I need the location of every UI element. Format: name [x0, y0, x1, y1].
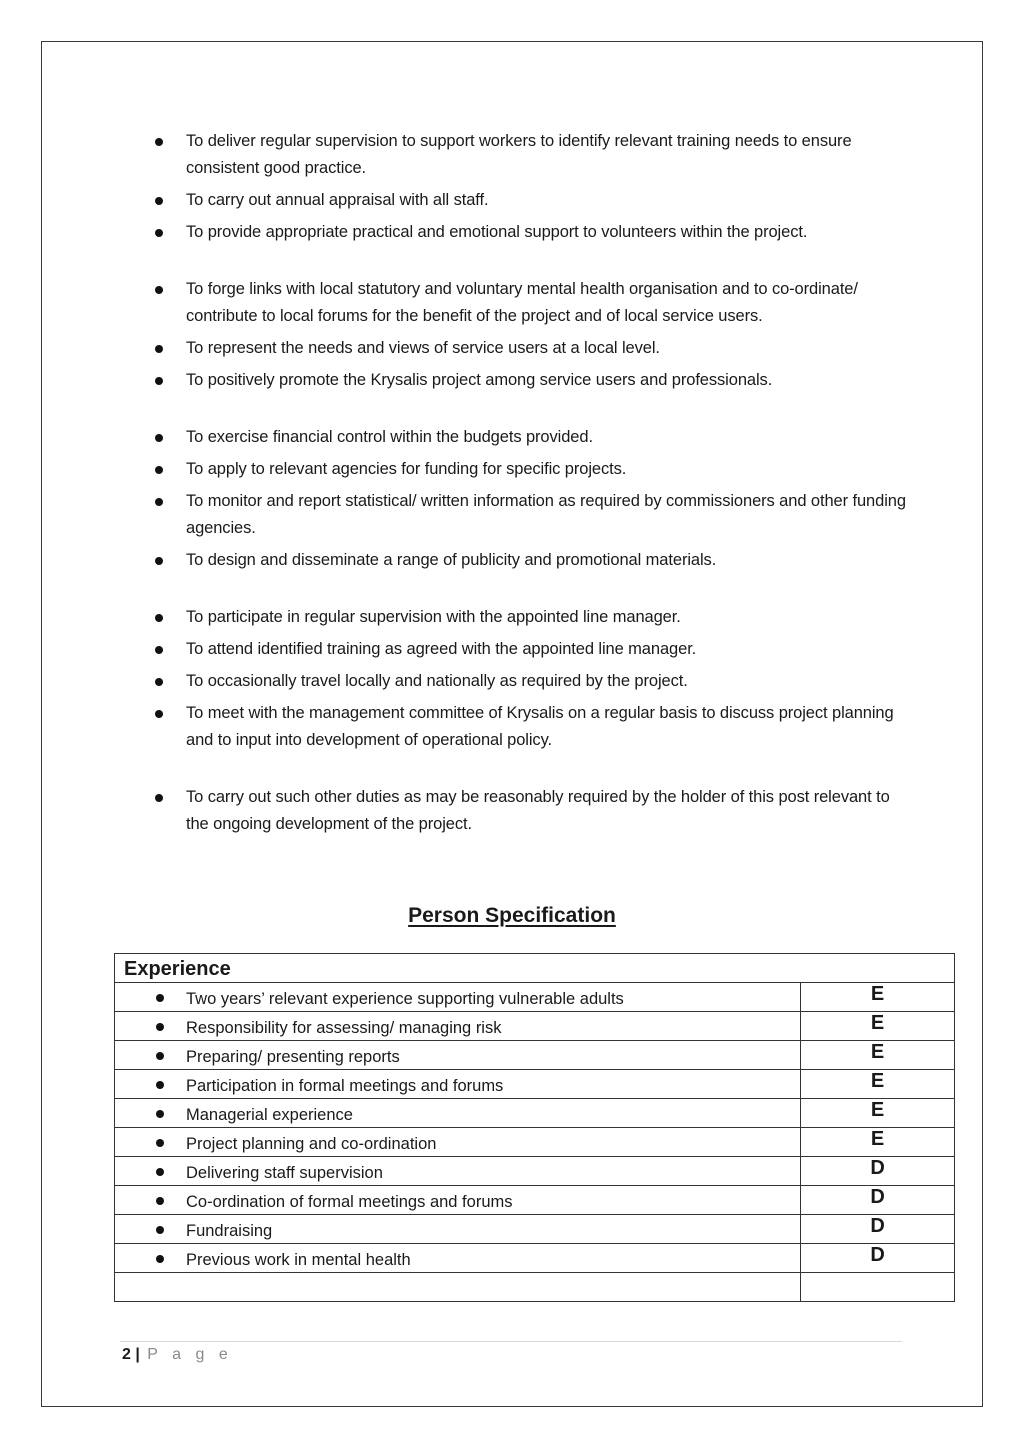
- bullet-icon: [156, 1139, 164, 1147]
- table-row: [115, 1128, 955, 1157]
- criterion-text: Responsibility for assessing/ managing risk: [186, 1019, 502, 1037]
- duty-item: [150, 187, 910, 214]
- table-row: [115, 983, 955, 1012]
- bullet-icon: [156, 1255, 164, 1263]
- duty-text: To provide appropriate practical and emotional support to volunteers within the project.: [186, 223, 808, 241]
- page-label: P a g e: [147, 1346, 233, 1363]
- duty-text: To carry out such other duties as may be reasonably required by the holder of this post relevant to the ongoing development of the project.: [186, 788, 890, 833]
- duties-list: [150, 128, 910, 868]
- bullet-icon: [155, 434, 163, 442]
- duty-text: To represent the needs and views of service users at a local level.: [186, 339, 660, 357]
- bullet-icon: [155, 710, 163, 718]
- bullet-icon: [155, 614, 163, 622]
- duty-item: [150, 219, 910, 246]
- criterion-text: Co-ordination of formal meetings and forums: [186, 1193, 513, 1211]
- duty-text: To occasionally travel locally and nationally as required by the project.: [186, 672, 688, 690]
- bullet-icon: [155, 794, 163, 802]
- page-footer: [122, 1346, 233, 1364]
- duty-text: To exercise financial control within the budgets provided.: [186, 428, 593, 446]
- table-row: [115, 1244, 955, 1273]
- criterion-cell: [115, 1099, 801, 1128]
- criterion-text: Previous work in mental health: [186, 1251, 411, 1269]
- table-row: [115, 1157, 955, 1186]
- bullet-icon: [155, 138, 163, 146]
- bullet-icon: [156, 1226, 164, 1234]
- person-spec-table: [114, 953, 955, 1302]
- bullet-icon: [156, 1023, 164, 1031]
- duty-item: [150, 456, 910, 483]
- requirement-code: D: [801, 1244, 955, 1273]
- duty-item: [150, 636, 910, 663]
- duty-item: [150, 547, 910, 574]
- bullet-icon: [155, 286, 163, 294]
- duty-item: [150, 367, 910, 394]
- bullet-icon: [155, 678, 163, 686]
- criterion-text: Project planning and co-ordination: [186, 1135, 437, 1153]
- criterion-text: Managerial experience: [186, 1106, 353, 1124]
- section-header: Experience: [115, 954, 955, 983]
- table-header-row: [115, 954, 955, 983]
- criterion-cell: [115, 1041, 801, 1070]
- duty-text: To carry out annual appraisal with all staff.: [186, 191, 489, 209]
- table-row: [115, 1215, 955, 1244]
- empty-cell: [115, 1273, 801, 1302]
- section-title: Person Specification: [408, 904, 616, 927]
- duty-item: [150, 276, 910, 330]
- empty-cell: [801, 1273, 955, 1302]
- requirement-code: E: [801, 1070, 955, 1099]
- criterion-text: Delivering staff supervision: [186, 1164, 383, 1182]
- duty-item: [150, 700, 910, 754]
- criterion-text: Fundraising: [186, 1222, 273, 1240]
- table-row: [115, 1012, 955, 1041]
- duty-group: [150, 276, 910, 394]
- requirement-code: E: [801, 1099, 955, 1128]
- bullet-icon: [155, 466, 163, 474]
- bullet-icon: [156, 1168, 164, 1176]
- duty-item: [150, 335, 910, 362]
- duty-text: To monitor and report statistical/ written information as required by commissioners and other funding agencies.: [186, 492, 906, 537]
- table-row: [115, 1186, 955, 1215]
- requirement-code: D: [801, 1186, 955, 1215]
- bullet-icon: [156, 994, 164, 1002]
- bullet-icon: [155, 229, 163, 237]
- duty-text: To positively promote the Krysalis project among service users and professionals.: [186, 371, 773, 389]
- bullet-icon: [156, 1197, 164, 1205]
- bullet-icon: [156, 1052, 164, 1060]
- footer-divider: [120, 1341, 902, 1342]
- footer-separator: |: [135, 1346, 140, 1363]
- criterion-text: Two years’ relevant experience supporting vulnerable adults: [186, 990, 624, 1008]
- criterion-cell: [115, 1012, 801, 1041]
- table-row: [115, 1070, 955, 1099]
- duty-group: [150, 424, 910, 574]
- bullet-icon: [155, 197, 163, 205]
- bullet-icon: [155, 498, 163, 506]
- bullet-icon: [155, 557, 163, 565]
- requirement-code: D: [801, 1215, 955, 1244]
- requirement-code: D: [801, 1157, 955, 1186]
- table-row: [115, 1041, 955, 1070]
- duty-item: [150, 784, 910, 838]
- duty-text: To design and disseminate a range of publicity and promotional materials.: [186, 551, 717, 569]
- duty-text: To forge links with local statutory and voluntary mental health organisation and to co-ordinate/ contribute to local forums for the benefit of the project and of local service users.: [186, 280, 858, 325]
- page-number: 2: [122, 1346, 131, 1363]
- criterion-cell: [115, 1186, 801, 1215]
- bullet-icon: [155, 646, 163, 654]
- criterion-text: Preparing/ presenting reports: [186, 1048, 400, 1066]
- duty-group: [150, 128, 910, 246]
- duty-text: To deliver regular supervision to support workers to identify relevant training needs to ensure consistent good practice.: [186, 132, 852, 177]
- criterion-text: Participation in formal meetings and forums: [186, 1077, 504, 1095]
- table-row: [115, 1099, 955, 1128]
- duty-text: To participate in regular supervision with the appointed line manager.: [186, 608, 681, 626]
- bullet-icon: [155, 377, 163, 385]
- duty-item: [150, 604, 910, 631]
- duty-group: [150, 604, 910, 754]
- duty-text: To apply to relevant agencies for funding for specific projects.: [186, 460, 627, 478]
- criterion-cell: [115, 1157, 801, 1186]
- requirement-code: E: [801, 983, 955, 1012]
- criterion-cell: [115, 1244, 801, 1273]
- requirement-code: E: [801, 1012, 955, 1041]
- duty-item: [150, 668, 910, 695]
- duty-item: [150, 424, 910, 451]
- requirement-code: E: [801, 1128, 955, 1157]
- empty-row: [115, 1273, 955, 1302]
- bullet-icon: [155, 345, 163, 353]
- duty-text: To meet with the management committee of Krysalis on a regular basis to discuss project planning and to input into development of operational policy.: [186, 704, 894, 749]
- bullet-icon: [156, 1110, 164, 1118]
- duty-item: [150, 488, 910, 542]
- criterion-cell: [115, 1215, 801, 1244]
- bullet-icon: [156, 1081, 164, 1089]
- requirement-code: E: [801, 1041, 955, 1070]
- criterion-cell: [115, 983, 801, 1012]
- criterion-cell: [115, 1128, 801, 1157]
- duty-group: [150, 784, 910, 838]
- duty-text: To attend identified training as agreed with the appointed line manager.: [186, 640, 697, 658]
- duty-item: [150, 128, 910, 182]
- criterion-cell: [115, 1070, 801, 1099]
